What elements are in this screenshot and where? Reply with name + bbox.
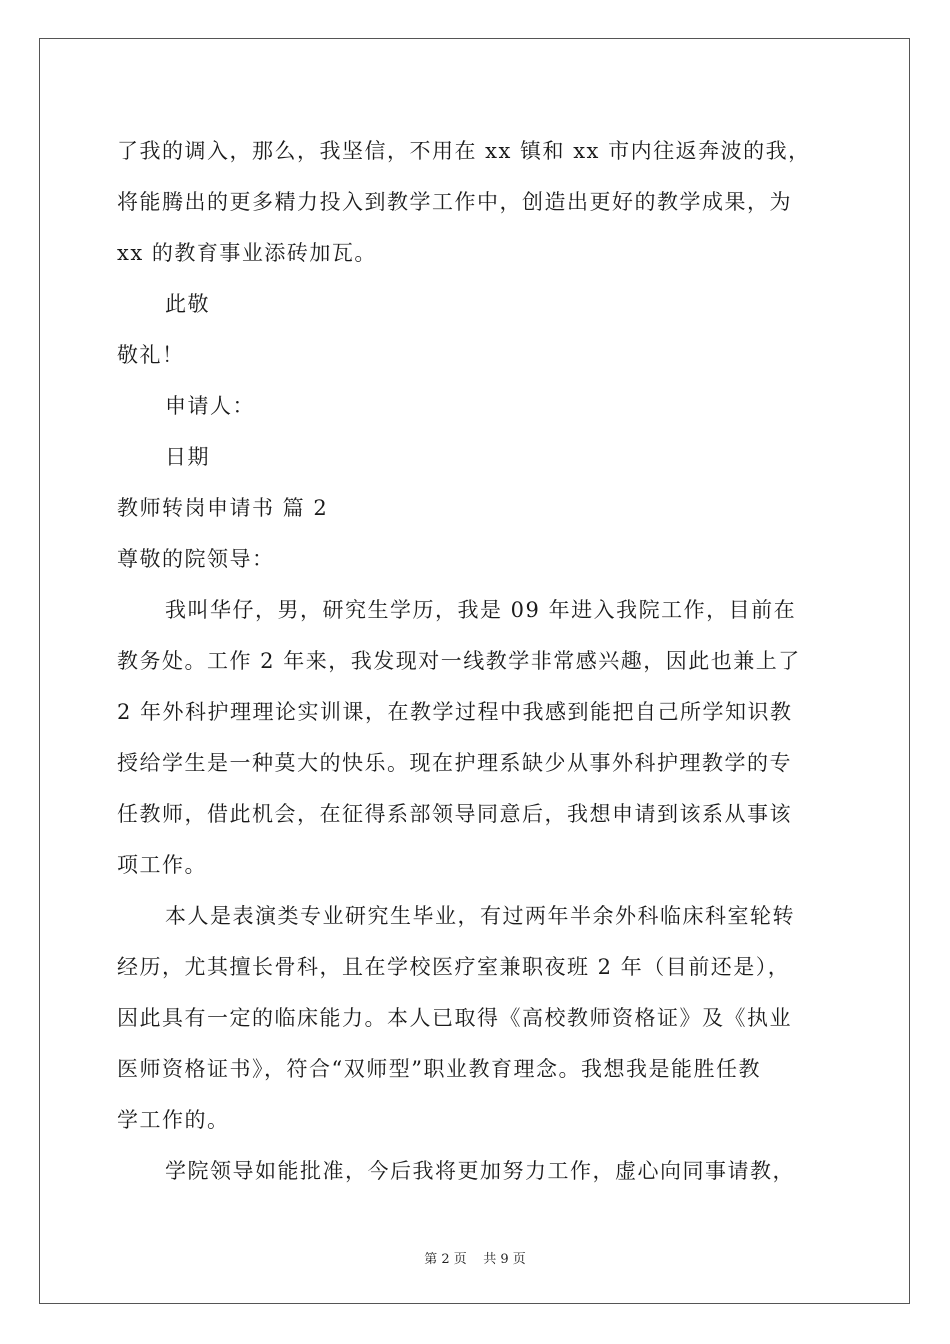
text-line: 项工作。: [117, 853, 207, 877]
text-line: 经历，尤其擅长骨科，且在学校医疗室兼职夜班 2 年（目前还是），: [117, 955, 791, 979]
text-line: 授给学生是一种莫大的快乐。现在护理系缺少从事外科护理教学的专: [117, 751, 792, 775]
page-footer: [0, 1248, 950, 1267]
text-line: xx 的教育事业添砖加瓦。: [117, 241, 377, 265]
text-line: 了我的调入，那么，我坚信，不用在 xx 镇和 xx 市内往返奔波的我，: [117, 139, 811, 163]
text-line: 学工作的。: [117, 1108, 230, 1132]
date-label: 日期: [165, 445, 210, 469]
section-title: 教师转岗申请书 篇 2: [117, 496, 329, 520]
text-line: 将能腾出的更多精力投入到教学工作中，创造出更好的教学成果，为: [117, 190, 792, 214]
page-total: 共 9 页: [483, 1252, 526, 1267]
text-line: 任教师，借此机会，在征得系部领导同意后，我想申请到该系从事该: [117, 802, 792, 826]
text-line: 本人是表演类专业研究生毕业，有过两年半余外科临床科室轮转: [165, 904, 795, 928]
salutation: 敬礼！: [117, 343, 185, 367]
document-body: [117, 126, 837, 1197]
text-line: 因此具有一定的临床能力。本人已取得《高校教师资格证》及《执业: [117, 1006, 792, 1030]
text-line: 我叫华仔，男，研究生学历，我是 09 年进入我院工作，目前在: [165, 598, 797, 622]
text-line: 学院领导如能批准，今后我将更加努力工作，虚心向同事请教，: [165, 1159, 795, 1183]
closing-phrase: 此敬: [165, 292, 210, 316]
page-number: 第 2 页: [424, 1252, 467, 1267]
text-line: 医师资格证书》，符合“双师型”职业教育理念。我想我是能胜任教: [117, 1057, 761, 1081]
text-line: 教务处。工作 2 年来，我发现对一线教学非常感兴趣，因此也兼上了: [117, 649, 801, 673]
greeting: 尊敬的院领导：: [117, 547, 275, 571]
text-line: 2 年外科护理理论实训课，在教学过程中我感到能把自己所学知识教: [117, 700, 793, 724]
applicant-label: 申请人：: [165, 394, 255, 418]
